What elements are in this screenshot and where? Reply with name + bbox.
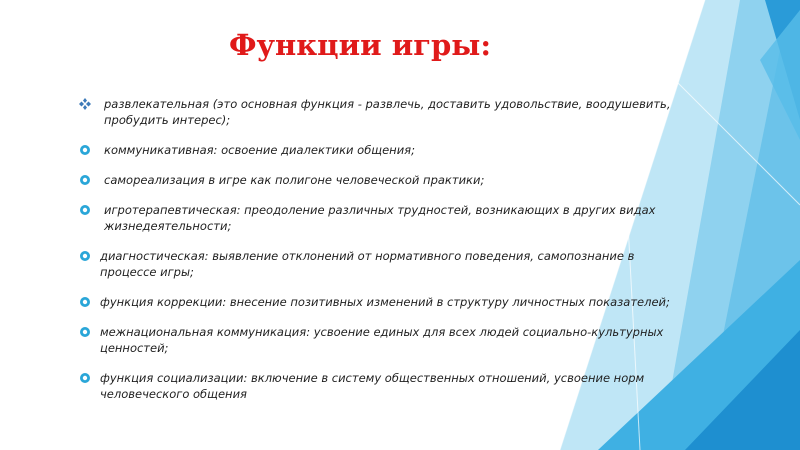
circle-bullet-icon bbox=[78, 249, 92, 263]
slide-title: Функции игры: bbox=[228, 28, 492, 62]
circle-bullet-icon bbox=[78, 143, 92, 157]
circle-bullet-icon bbox=[78, 203, 92, 217]
list-item-text: межнациональная коммуникация: усвоение единых для всех людей социально-культурных ценностей; bbox=[100, 325, 664, 355]
list-item bbox=[78, 248, 688, 280]
list-item bbox=[78, 172, 688, 188]
list-item-text: игротерапевтическая: преодоление различных трудностей, возникающих в других видах жизнедеятельности; bbox=[104, 203, 656, 233]
circle-bullet-icon bbox=[78, 295, 92, 309]
list-item-text: развлекательная (это основная функция - развлечь, доставить удовольствие, воодушевить, пробудить интерес); bbox=[104, 97, 671, 127]
list-item bbox=[78, 294, 688, 310]
list-item-text: диагностическая: выявление отклонений от нормативного поведения, самопознание в процессе игры; bbox=[100, 249, 635, 279]
function-list bbox=[78, 96, 688, 402]
list-item bbox=[78, 324, 688, 356]
list-item-text: самореализация в игре как полигоне человеческой практики; bbox=[104, 173, 485, 187]
list-item bbox=[78, 96, 688, 128]
list-item-text: функция социализации: включение в систему общественных отношений, усвоение норм человеческого общения bbox=[100, 371, 645, 401]
list-item bbox=[78, 142, 688, 158]
circle-bullet-icon bbox=[78, 173, 92, 187]
circle-bullet-icon bbox=[78, 371, 92, 385]
list-item-text: коммуникативная: освоение диалектики общения; bbox=[104, 143, 415, 157]
list-item-text: функция коррекции: внесение позитивных изменений в структуру личностных показателей; bbox=[100, 295, 670, 309]
list-item bbox=[78, 370, 688, 402]
circle-bullet-icon bbox=[78, 325, 92, 339]
list-item bbox=[78, 202, 688, 234]
diamond-cluster-icon bbox=[78, 97, 92, 111]
